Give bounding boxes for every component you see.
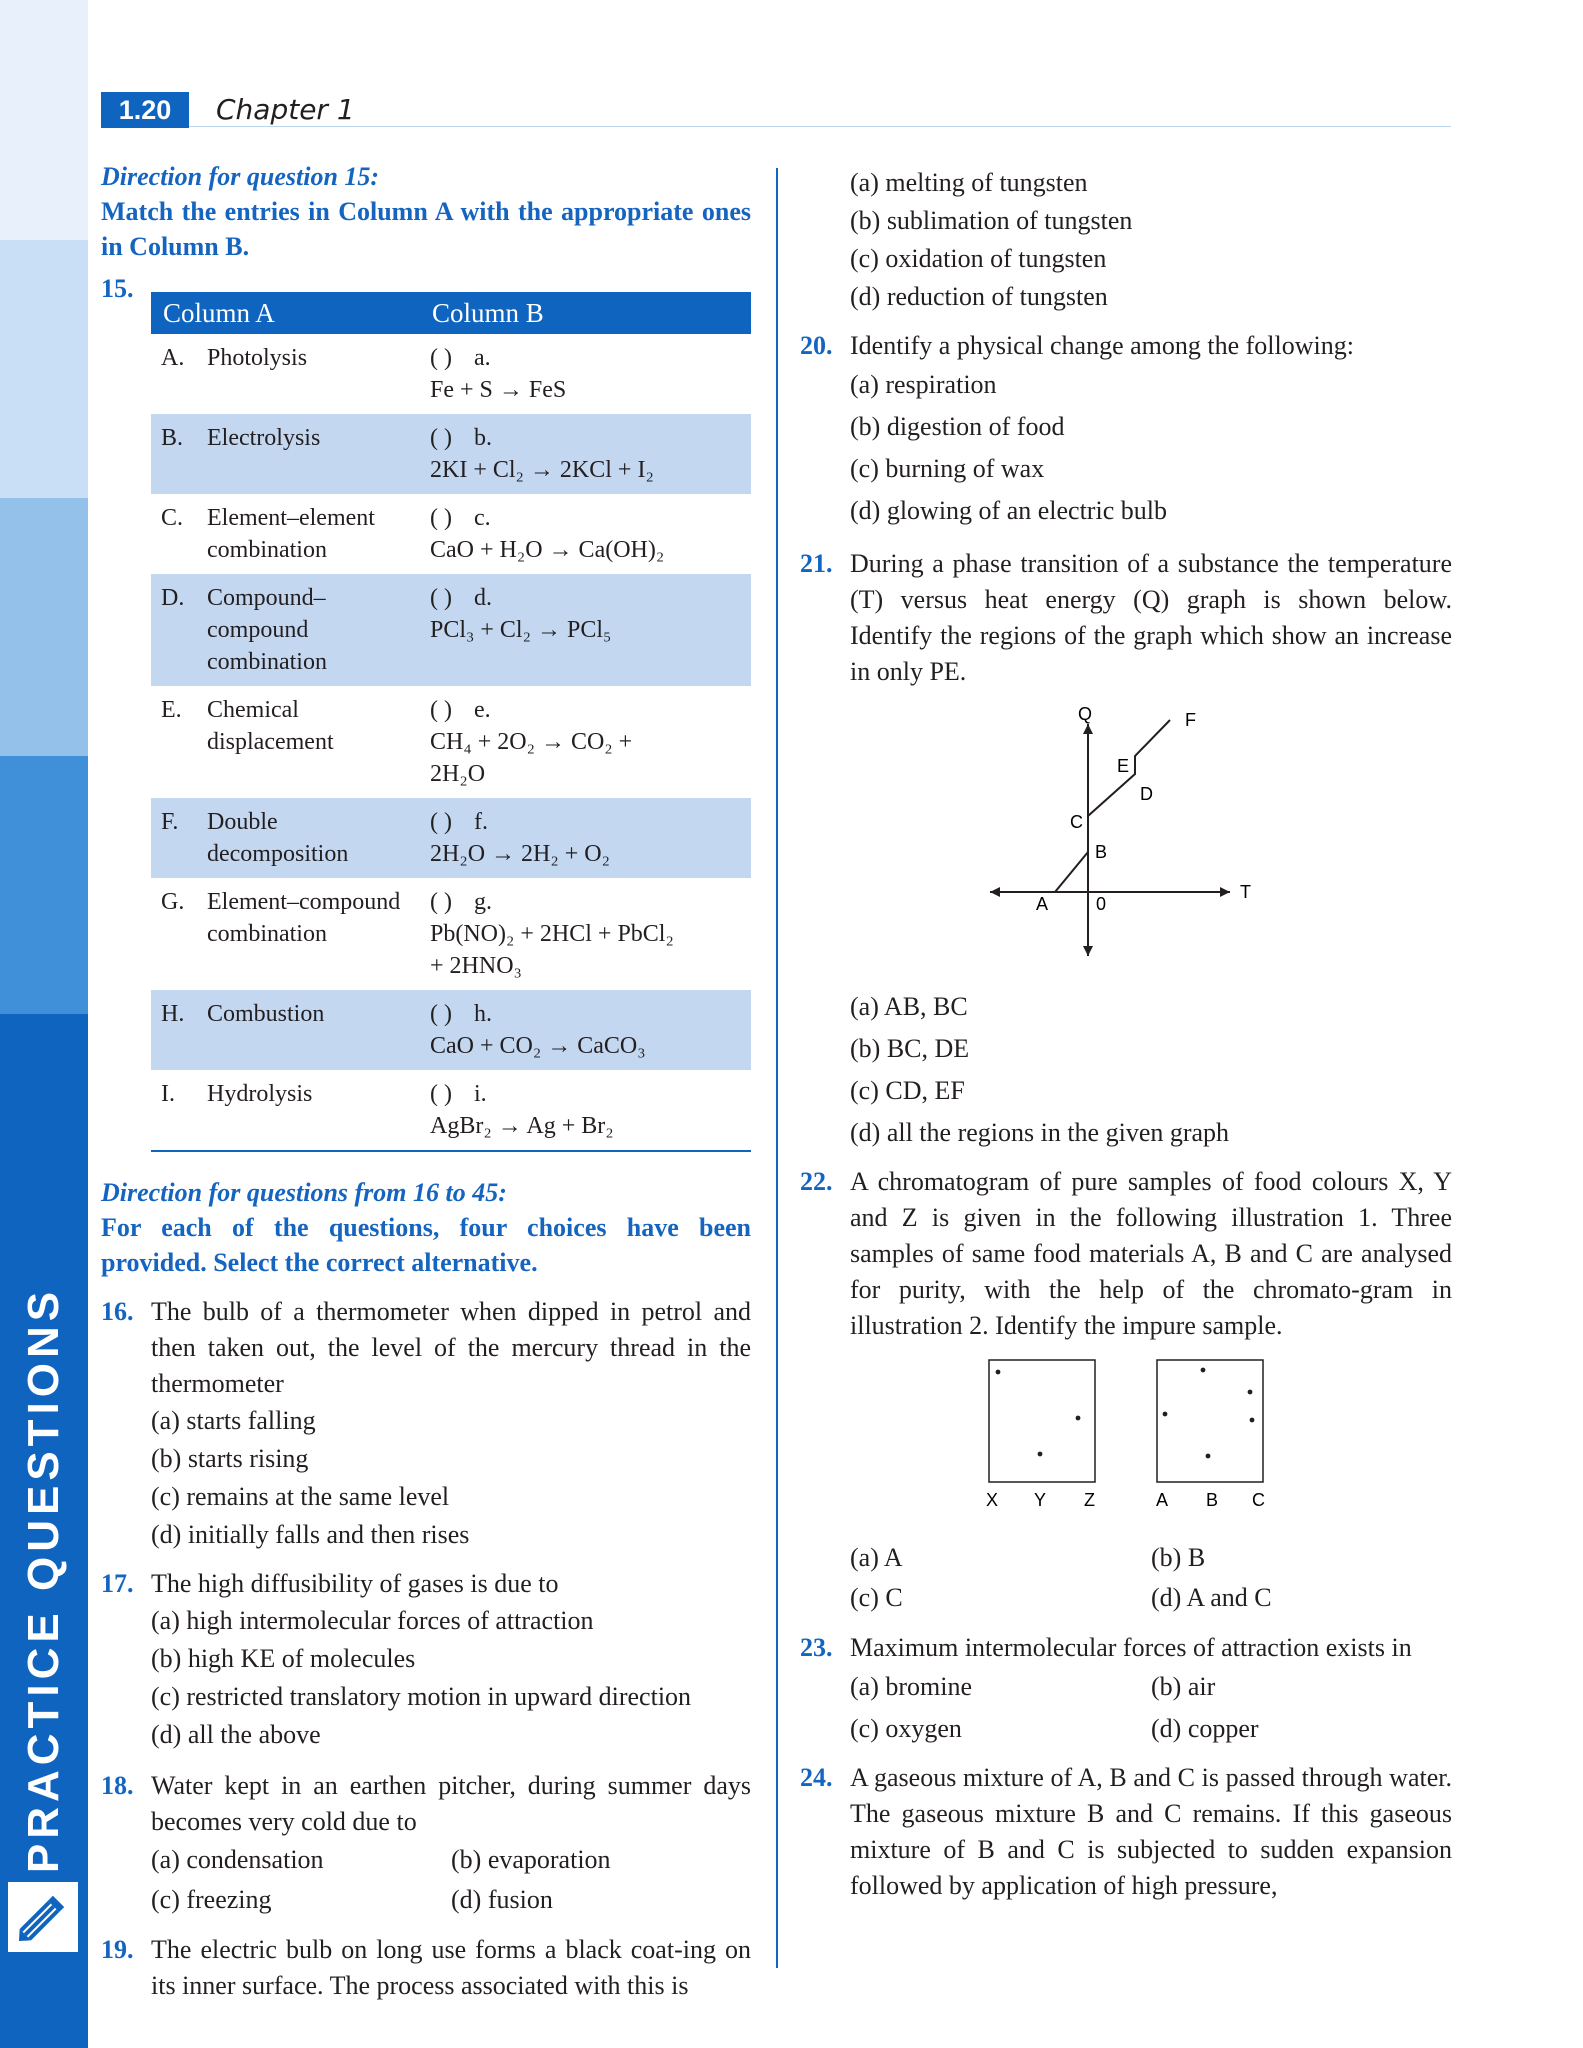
direction-16-body: For each of the questions, four choices have been provided. Select the correct alternative. bbox=[101, 1213, 751, 1277]
option-b: (b) evaporation bbox=[451, 1845, 611, 1874]
question-text: The electric bulb on long use forms a black coat-ing on its inner surface. The process associated with this is bbox=[151, 1935, 751, 2000]
spot-c2 bbox=[1250, 1418, 1255, 1423]
question-23 bbox=[800, 1630, 1452, 1666]
label-e: E bbox=[1117, 756, 1130, 776]
match-table bbox=[151, 292, 751, 1152]
question-number: 21. bbox=[800, 549, 833, 578]
row-letter: A. bbox=[161, 345, 185, 371]
label-z: Z bbox=[1084, 1490, 1095, 1510]
label-f: F bbox=[1185, 710, 1196, 730]
answer-blank: ( ) bbox=[430, 425, 452, 451]
axis-arrow-up bbox=[1083, 724, 1093, 734]
column-a-header: Column A bbox=[151, 292, 420, 334]
axis-arrow-down bbox=[1083, 946, 1093, 956]
question-text: During a phase transition of a substance the temperature (T) versus heat energy (Q) graph is shown below. Identify the regions of the graph which show an increase in only PE. bbox=[850, 549, 1452, 686]
option-a: (a) melting of tungsten bbox=[850, 168, 1088, 197]
option-row bbox=[800, 1578, 1452, 1618]
question-17 bbox=[101, 1566, 751, 1602]
table-row bbox=[151, 1070, 751, 1151]
option-row bbox=[101, 1840, 751, 1880]
label-t: T bbox=[1240, 882, 1251, 902]
side-band-1 bbox=[0, 0, 88, 240]
question-text: A chromatogram of pure samples of food colours X, Y and Z is given in the following illustration 1. Three samples of same food materials A, B and C are analysed for purity, with the help of the chromato-gram in illustration 2. Identify the impure sample. bbox=[850, 1167, 1452, 1340]
option-row bbox=[101, 1880, 751, 1920]
question-text: A gaseous mixture of A, B and C is passed through water. The gaseous mixture B and C remains. If this gaseous mixture of B and C is subjected to sudden expansion followed by application of high pressure, bbox=[850, 1763, 1452, 1900]
option-b: (b) digestion of food bbox=[850, 412, 1065, 441]
option-b: (b) sublimation of tungsten bbox=[850, 206, 1133, 235]
table-row bbox=[151, 686, 751, 798]
question-number: 24. bbox=[800, 1763, 833, 1792]
spot-b2 bbox=[1206, 1454, 1211, 1459]
option-d: (d) A and C bbox=[1151, 1583, 1272, 1612]
table-header-row bbox=[151, 292, 751, 334]
chromatograms bbox=[800, 1358, 1452, 1522]
column-b-cell: CH₄ + 2O₂ → CO₂ + 2H₂O bbox=[430, 729, 633, 787]
column-b-cell: 2H₂O → 2H₂ + O₂ bbox=[430, 841, 610, 867]
direction-15-title: Direction for question 15: bbox=[101, 162, 380, 191]
row-letter: C. bbox=[161, 505, 184, 531]
table-row bbox=[151, 494, 751, 574]
question-text: Water kept in an earthen pitcher, during summer days becomes very cold due to bbox=[151, 1771, 751, 1836]
side-band-4 bbox=[0, 756, 88, 1014]
label-a: A bbox=[1156, 1490, 1169, 1510]
question-text: Maximum intermolecular forces of attraction exists in bbox=[850, 1633, 1412, 1662]
option-c: (c) C bbox=[850, 1583, 903, 1612]
row-letter: h. bbox=[474, 1001, 492, 1027]
question-number: 17. bbox=[101, 1569, 134, 1598]
chapter-title: Chapter 1 bbox=[216, 93, 355, 126]
answer-blank: ( ) bbox=[430, 505, 452, 531]
row-letter: f. bbox=[474, 809, 488, 835]
row-letter: c. bbox=[474, 505, 491, 531]
column-a-cell: Photolysis bbox=[207, 345, 308, 371]
row-letter: F. bbox=[161, 809, 179, 835]
option-a: (a) condensation bbox=[151, 1845, 324, 1874]
column-b-header: Column B bbox=[420, 292, 751, 334]
row-letter: H. bbox=[161, 1001, 185, 1027]
page-number: 1.20 bbox=[101, 92, 189, 128]
question-19 bbox=[101, 1932, 751, 2004]
row-letter: d. bbox=[474, 585, 492, 611]
row-letter: a. bbox=[474, 345, 491, 371]
row-letter: E. bbox=[161, 697, 182, 723]
question-text: Identify a physical change among the following: bbox=[850, 331, 1354, 360]
option-a: (a) starts falling bbox=[151, 1406, 316, 1435]
column-b-cell: Pb(NO)₂ + 2HCl + PbCl₂ + 2HNO₃ bbox=[430, 921, 674, 979]
answer-blank: ( ) bbox=[430, 345, 452, 371]
row-letter: I. bbox=[161, 1081, 175, 1107]
option-a: (a) respiration bbox=[850, 370, 997, 399]
question-22 bbox=[800, 1164, 1452, 1344]
label-y: Y bbox=[1034, 1490, 1047, 1510]
side-tab bbox=[0, 0, 88, 2048]
answer-blank: ( ) bbox=[430, 1081, 452, 1107]
question-number: 22. bbox=[800, 1167, 833, 1196]
row-letter: G. bbox=[161, 889, 185, 915]
answer-blank: ( ) bbox=[430, 889, 452, 915]
column-b-cell: CaO + H₂O → Ca(OH)₂ bbox=[430, 537, 665, 563]
question-21 bbox=[800, 546, 1452, 690]
table-row bbox=[151, 334, 751, 414]
option-c: (c) oxidation of tungsten bbox=[850, 244, 1107, 273]
option-b: (b) BC, DE bbox=[850, 1034, 970, 1063]
table-row bbox=[151, 414, 751, 494]
axis-arrow-left bbox=[990, 887, 1000, 897]
row-letter: i. bbox=[474, 1081, 487, 1107]
question-18 bbox=[101, 1768, 751, 1840]
column-a-cell: Element–element combination bbox=[207, 505, 375, 563]
right-column bbox=[800, 160, 1452, 1904]
phase-curve bbox=[1055, 720, 1170, 892]
option-d: (d) initially falls and then rises bbox=[151, 1520, 470, 1549]
column-a-cell: Double decomposition bbox=[207, 809, 349, 867]
spot-y bbox=[1038, 1452, 1043, 1457]
table-row bbox=[151, 798, 751, 878]
direction-15-body: Match the entries in Column A with the appropriate ones in Column B. bbox=[101, 197, 751, 261]
spot-c1 bbox=[1248, 1390, 1253, 1395]
label-c: C bbox=[1252, 1490, 1265, 1510]
row-letter: B. bbox=[161, 425, 184, 451]
option-c: (c) freezing bbox=[151, 1885, 272, 1914]
option-row bbox=[800, 1666, 1452, 1708]
question-15 bbox=[101, 274, 751, 1152]
question-16 bbox=[101, 1294, 751, 1402]
option-d: (d) fusion bbox=[451, 1885, 553, 1914]
question-number: 16. bbox=[101, 1297, 134, 1326]
option-c: (c) oxygen bbox=[850, 1714, 962, 1743]
side-band-3 bbox=[0, 498, 88, 756]
question-24 bbox=[800, 1760, 1452, 1904]
answer-blank: ( ) bbox=[430, 585, 452, 611]
label-d: D bbox=[1140, 784, 1153, 804]
column-b-cell: CaO + CO₂ → CaCO₃ bbox=[430, 1033, 646, 1059]
option-d: (d) reduction of tungsten bbox=[850, 282, 1108, 311]
pencil-icon bbox=[8, 1882, 78, 1952]
column-b-cell: 2KI + Cl₂ → 2KCl + I₂ bbox=[430, 457, 654, 483]
option-b: (b) B bbox=[1151, 1543, 1206, 1572]
question-text: The high diffusibility of gases is due to bbox=[151, 1569, 559, 1598]
option-b: (b) high KE of molecules bbox=[151, 1644, 416, 1673]
option-d: (d) copper bbox=[1151, 1714, 1259, 1743]
option-a: (a) bromine bbox=[850, 1672, 973, 1701]
label-x: X bbox=[986, 1490, 999, 1510]
label-c: C bbox=[1070, 812, 1083, 832]
side-label: PRACTICE QUESTIONS bbox=[19, 1286, 68, 1874]
spot-x bbox=[996, 1370, 1001, 1375]
column-divider bbox=[776, 168, 778, 1968]
spot-b1 bbox=[1201, 1368, 1206, 1373]
option-row bbox=[800, 1538, 1452, 1578]
option-b: (b) starts rising bbox=[151, 1444, 309, 1473]
chromatogram-2 bbox=[1157, 1360, 1263, 1482]
column-b-cell: Fe + S → FeS bbox=[430, 377, 567, 403]
option-row bbox=[800, 1708, 1452, 1750]
option-c: (c) restricted translatory motion in upward direction bbox=[151, 1682, 692, 1711]
direction-16-title: Direction for questions from 16 to 45: bbox=[101, 1178, 507, 1207]
column-a-cell: Combustion bbox=[207, 1001, 325, 1027]
side-band-2 bbox=[0, 240, 88, 498]
answer-blank: ( ) bbox=[430, 809, 452, 835]
option-a: (a) A bbox=[850, 1543, 903, 1572]
table-row bbox=[151, 574, 751, 686]
question-number: 18. bbox=[101, 1771, 134, 1800]
answer-blank: ( ) bbox=[430, 1001, 452, 1027]
label-q: Q bbox=[1078, 704, 1093, 724]
column-a-cell: Chemical displacement bbox=[207, 697, 334, 755]
axis-arrow-right bbox=[1220, 887, 1230, 897]
label-origin: 0 bbox=[1096, 894, 1107, 914]
column-a-cell: Electrolysis bbox=[207, 425, 321, 451]
label-b: B bbox=[1095, 842, 1108, 862]
chromatogram-1 bbox=[989, 1360, 1095, 1482]
column-a-cell: Element–compound combination bbox=[207, 889, 401, 947]
label-b: B bbox=[1206, 1490, 1219, 1510]
phase-graph bbox=[800, 696, 1452, 986]
label-a: A bbox=[1036, 894, 1049, 914]
option-c: (c) remains at the same level bbox=[151, 1482, 450, 1511]
spot-a bbox=[1163, 1412, 1168, 1417]
table-row bbox=[151, 878, 751, 990]
left-column bbox=[101, 160, 751, 2004]
row-letter: b. bbox=[474, 425, 492, 451]
question-number: 19. bbox=[101, 1935, 134, 1964]
spot-z bbox=[1076, 1416, 1081, 1421]
column-a-cell: Compound–compound combination bbox=[207, 585, 327, 675]
option-c: (c) CD, EF bbox=[850, 1076, 965, 1105]
option-b: (b) air bbox=[1151, 1672, 1216, 1701]
option-d: (d) glowing of an electric bulb bbox=[850, 496, 1167, 525]
question-text: The bulb of a thermometer when dipped in petrol and then taken out, the level of the mercury thread in the thermometer bbox=[151, 1297, 751, 1398]
row-letter: e. bbox=[474, 697, 491, 723]
column-b-cell: AgBr₂ → Ag + Br₂ bbox=[430, 1113, 614, 1139]
option-a: (a) AB, BC bbox=[850, 992, 968, 1021]
option-d: (d) all the regions in the given graph bbox=[850, 1118, 1230, 1147]
row-letter: g. bbox=[474, 889, 492, 915]
question-number: 23. bbox=[800, 1633, 833, 1662]
column-a-cell: Hydrolysis bbox=[207, 1081, 313, 1107]
option-a: (a) high intermolecular forces of attraction bbox=[151, 1606, 594, 1635]
page-header bbox=[101, 92, 1451, 132]
table-row bbox=[151, 990, 751, 1070]
question-number: 20. bbox=[800, 331, 833, 360]
option-d: (d) all the above bbox=[151, 1720, 321, 1749]
row-letter: D. bbox=[161, 585, 185, 611]
answer-blank: ( ) bbox=[430, 697, 452, 723]
question-20 bbox=[800, 328, 1452, 364]
option-c: (c) burning of wax bbox=[850, 454, 1045, 483]
column-b-cell: PCl₃ + Cl₂ → PCl₅ bbox=[430, 617, 612, 643]
header-rule bbox=[189, 126, 1451, 127]
question-number: 15. bbox=[101, 274, 134, 303]
